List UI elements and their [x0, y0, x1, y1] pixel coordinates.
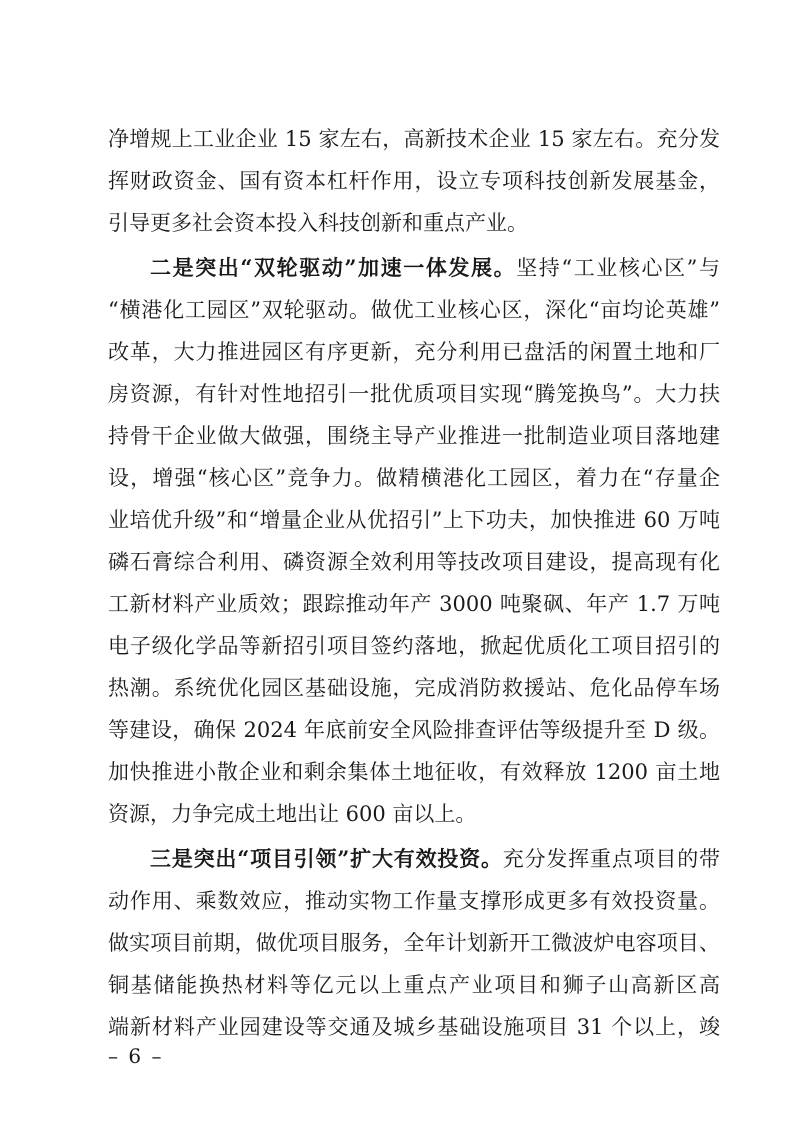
text-line: 端新材料产业园建设等交通及城乡基础设施项目 31 个以上，竣	[108, 1015, 720, 1039]
text-line: 引导更多社会资本投入科技创新和重点产业。	[108, 211, 528, 235]
section-heading: 二是突出“双轮驱动”加速一体发展。	[150, 255, 517, 280]
text-line: 设，增强“核心区”竞争力。做精横港化工园区，着力在“存量企	[108, 466, 720, 490]
text-line: 挥财政资金、国有资本杠杆作用，设立专项科技创新发展基金，	[108, 169, 720, 193]
text-line: 工新材料产业质效；跟踪推动年产 3000 吨聚砜、年产 1.7 万吨	[108, 592, 720, 616]
paragraph-first-line	[108, 838, 720, 880]
text-line: 改革，大力推进园区有序更新，充分利用已盘活的闲置土地和厂	[108, 340, 720, 364]
text-line: 持骨干企业做大做强，围绕主导产业推进一批制造业项目落地建	[108, 424, 720, 448]
text-line: 业培优升级”和“增量企业从优招引”上下功夫，加快推进 60 万吨	[108, 508, 720, 532]
text-line: 铜基储能换热材料等亿元以上重点产业项目和狮子山高新区高	[108, 973, 720, 997]
text-line: 热潮。系统优化园区基础设施，完成消防救援站、危化品停车场	[108, 676, 720, 700]
page-number: – 6 –	[108, 1044, 164, 1068]
text-line: 做实项目前期，做优项目服务，全年计划新开工微波炉电容项目、	[108, 931, 720, 955]
heading-continuation: 充分发挥重点项目的带	[502, 847, 720, 871]
text-line: “横港化工园区”双轮驱动。做优工业核心区，深化“亩均论英雄”	[108, 298, 720, 322]
text-line: 净增规上工业企业 15 家左右，高新技术企业 15 家左右。充分发	[108, 127, 720, 151]
text-line: 等建设，确保 2024 年底前安全风险排查评估等级提升至 D 级。	[108, 718, 720, 742]
text-line: 动作用、乘数效应，推动实物工作量支撑形成更多有效投资量。	[108, 889, 720, 913]
document-body	[108, 118, 720, 1048]
text-line: 磷石膏综合利用、磷资源全效利用等技改项目建设，提高现有化	[108, 550, 720, 574]
paragraph-first-line	[108, 247, 720, 289]
section-heading: 三是突出“项目引领”扩大有效投资。	[150, 846, 503, 871]
text-line: 房资源，有针对性地招引一批优质项目实现“腾笼换鸟”。大力扶	[108, 382, 720, 406]
text-line: 加快推进小散企业和剩余集体土地征收，有效释放 1200 亩土地	[108, 760, 720, 784]
heading-continuation: 坚持“工业核心区”与	[516, 256, 720, 280]
text-line: 电子级化学品等新招引项目签约落地，掀起优质化工项目招引的	[108, 634, 720, 658]
text-line: 资源，力争完成土地出让 600 亩以上。	[108, 802, 477, 826]
